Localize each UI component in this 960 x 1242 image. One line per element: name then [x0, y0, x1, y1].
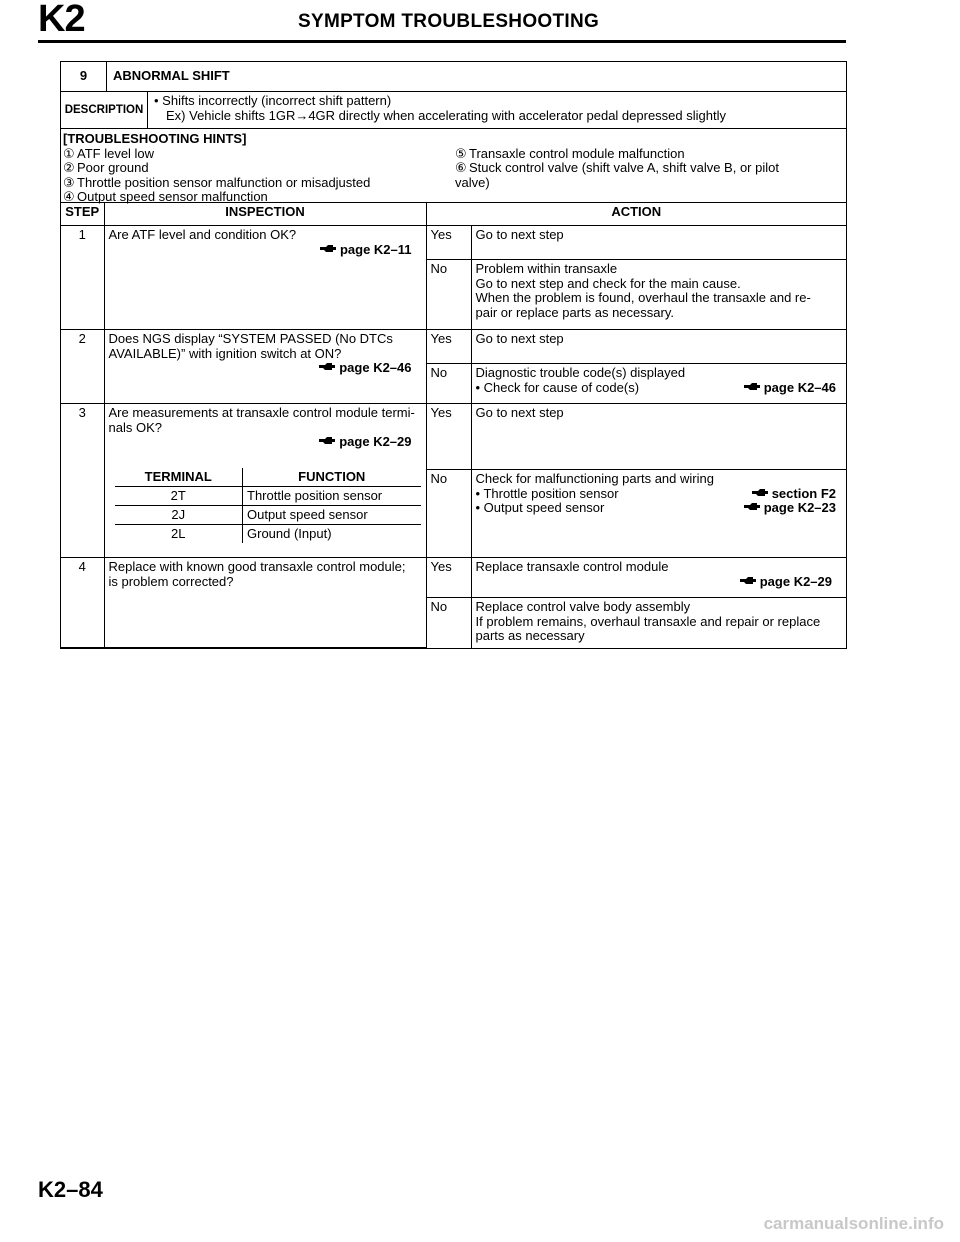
column-header-inspection: INSPECTION: [104, 203, 426, 226]
no-action: Check for malfunctioning parts and wiring section F2 • Throttle position sensor page K2–23 • Output speed sensor: [471, 470, 846, 558]
no-label: No: [426, 470, 471, 558]
reference-hand-icon: [744, 502, 760, 511]
column-header-action: ACTION: [426, 203, 846, 226]
steps-header-row: [61, 203, 846, 226]
page-title: SYMPTOM TROUBLESHOOTING: [298, 11, 600, 32]
symptom-number: 9: [61, 62, 107, 91]
hint-item: ④ Output speed sensor malfunction: [63, 189, 268, 204]
column-header-step: STEP: [61, 203, 104, 226]
page-number: K2–84: [38, 1177, 103, 1202]
step-number: 2: [61, 330, 104, 404]
no-label: No: [426, 260, 471, 330]
step-inspection: Replace with known good transaxle control module; is problem corrected?: [104, 558, 426, 648]
reference-hand-icon: [320, 244, 336, 253]
watermark: carmanualsonline.info: [763, 1214, 944, 1233]
yes-label: Yes: [426, 226, 471, 260]
yes-label: Yes: [426, 330, 471, 364]
hint-item-continuation: valve): [455, 174, 490, 190]
terminal-row: 2J Output speed sensor: [115, 505, 421, 524]
page-reference: page K2–29: [109, 435, 422, 450]
step-inspection: Are measurements at transaxle control module termi- nals OK? page K2–29 TERMINAL FUNCTION 2T Throttle position sensor 2J Output speed sensor 2L Ground (Input): [104, 404, 426, 558]
yes-label: Yes: [426, 558, 471, 598]
hint-item: ⑥ Stuck control valve (shift valve A, shift valve B, or pilot: [455, 160, 779, 175]
description-line-1: • Shifts incorrectly (incorrect shift pattern): [154, 94, 846, 109]
terminal-table: [115, 468, 421, 543]
troubleshooting-frame: [60, 61, 847, 649]
terminal-row: 2T Throttle position sensor: [115, 486, 421, 505]
hint-item: ③ Throttle position sensor malfunction or misadjusted: [63, 174, 371, 190]
reference-hand-icon: [752, 488, 768, 497]
page-reference: page K2–46: [109, 361, 422, 376]
steps-table: [61, 203, 846, 648]
header-rule: [38, 40, 846, 43]
step-inspection: Does NGS display “SYSTEM PASSED (No DTCs AVAILABLE)” with ignition switch at ON? page K2–46: [104, 330, 426, 404]
function-header: FUNCTION: [243, 468, 421, 487]
description-line-2: Ex) Vehicle shifts 1GR→4GR directly when accelerating with accelerator pedal depressed slightly: [166, 107, 726, 123]
page-reference: page K2–11: [109, 243, 422, 258]
yes-label: Yes: [426, 404, 471, 470]
table-row: [61, 558, 846, 598]
hint-item: ① ATF level low: [63, 145, 155, 161]
hint-item: ② Poor ground: [63, 160, 149, 175]
table-row: [61, 404, 846, 470]
step-number: 1: [61, 226, 104, 330]
no-action: Diagnostic trouble code(s) displayed page K2–46 • Check for cause of code(s): [471, 364, 846, 404]
reference-hand-icon: [319, 362, 335, 371]
description-label: DESCRIPTION: [61, 92, 148, 128]
hints-title: [TROUBLESHOOTING HINTS]: [63, 131, 247, 146]
no-label: No: [426, 598, 471, 648]
yes-action: Go to next step: [471, 330, 846, 364]
terminal-header: TERMINAL: [115, 468, 243, 487]
no-action: Problem within transaxle Go to next step and check for the main cause. When the problem is found, overhaul the transaxle and re- pair or replace parts as necessary.: [471, 260, 846, 330]
yes-action: Replace transaxle control module page K2–29: [471, 558, 846, 598]
reference-hand-icon: [319, 436, 335, 445]
section-code: K2: [38, 0, 85, 40]
reference-hand-icon: [740, 576, 756, 585]
symptom-title-row: [61, 62, 846, 92]
yes-action: Go to next step: [471, 226, 846, 260]
table-row: [61, 330, 846, 364]
hint-item: ⑤ Transaxle control module malfunction: [455, 145, 685, 161]
terminal-row: 2L Ground (Input): [115, 524, 421, 543]
step-number: 3: [61, 404, 104, 558]
step-number: 4: [61, 558, 104, 648]
step-inspection: Are ATF level and condition OK? page K2–11: [104, 226, 426, 330]
reference-hand-icon: [744, 382, 760, 391]
yes-action: Go to next step: [471, 404, 846, 470]
table-row: [61, 226, 846, 260]
no-label: No: [426, 364, 471, 404]
description-body: [148, 92, 846, 128]
description-row: [61, 92, 846, 129]
symptom-title: ABNORMAL SHIFT: [113, 68, 230, 84]
page-reference: page K2–29: [476, 575, 843, 590]
no-action: Replace control valve body assembly If problem remains, overhaul transaxle and repair or replace parts as necessary: [471, 598, 846, 648]
troubleshooting-hints: [61, 129, 846, 203]
